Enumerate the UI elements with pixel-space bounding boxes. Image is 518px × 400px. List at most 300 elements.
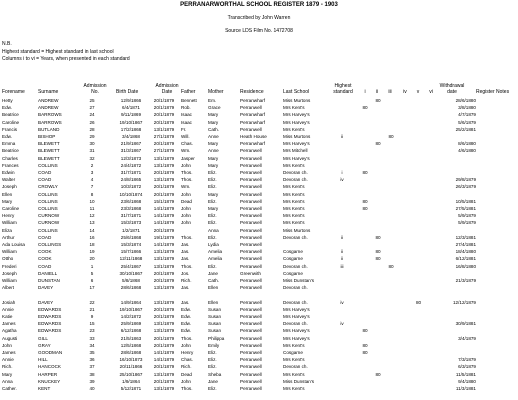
cell-school: Cosgarne xyxy=(283,249,303,255)
col-admission-date-line2: Date xyxy=(161,88,173,95)
cell-father: Rich. xyxy=(181,278,192,283)
cell-hs: iv xyxy=(340,177,344,183)
table-row xyxy=(0,126,518,133)
cell-forename: James xyxy=(2,350,16,355)
cell-birth: 14/9/1864 xyxy=(120,299,142,305)
cell-surname: EDWARDS xyxy=(38,321,62,327)
register-title: PERRANARWORTHAL SCHOOL REGISTER 1879 - 1903 xyxy=(180,2,338,8)
cell-no: 18 xyxy=(89,242,95,247)
col-highest-standard xyxy=(328,84,358,96)
cell-wd: 11/5/1881 xyxy=(455,371,476,377)
cell-res: Perranwell xyxy=(240,335,262,341)
cell-res: Perranwell xyxy=(240,364,262,370)
cell-res: Perranwell xyxy=(240,206,262,211)
cell-res: Perranwell xyxy=(240,299,262,305)
cell-father: Fr. xyxy=(181,126,187,132)
cell-wd: 30/9/1881 xyxy=(455,321,476,327)
cell-father: Wm. xyxy=(181,184,191,190)
cell-birth: 25/9/1869 xyxy=(120,321,142,327)
col-v: v xyxy=(416,89,420,95)
cell-forename: Mary xyxy=(2,371,13,377)
cell-adm: 13/1/1879 xyxy=(153,321,175,327)
cell-father: Chas. xyxy=(181,357,194,363)
table-row xyxy=(0,169,518,176)
cell-birth: 20/11/1866 xyxy=(119,364,143,370)
cell-adm: 13/1/1879 xyxy=(153,162,175,168)
cell-school: Devoran ch. xyxy=(283,364,308,370)
cell-adm: 14/1/1879 xyxy=(153,213,175,219)
table-row xyxy=(0,219,518,226)
cell-school: Mrs Harvey's xyxy=(283,155,310,161)
cell-res: Perranwell xyxy=(240,170,262,175)
col-surname: Surname xyxy=(38,89,59,95)
cell-wd: 8/6/1880 xyxy=(458,141,476,147)
cell-res: Perranwell xyxy=(240,371,262,377)
cell-birth: 1/9/1864 xyxy=(122,378,140,384)
cell-surname: COLLINS xyxy=(38,206,58,211)
cell-school: Devoran ch. xyxy=(283,234,308,240)
cell-school: Miss Murtons xyxy=(283,98,311,103)
cell-mother: Eliz. xyxy=(208,357,217,363)
table-row xyxy=(0,255,518,262)
cell-adm: 20/1/1879 xyxy=(153,278,175,283)
cell-adm: 13/1/1879 xyxy=(153,328,175,334)
cell-father: Will. xyxy=(181,134,190,139)
cell-res: Perranwell xyxy=(240,357,262,363)
cell-surname: EDWARDS xyxy=(38,306,62,312)
table-row xyxy=(0,306,518,313)
cell-mother: Eliz. xyxy=(208,213,217,219)
cell-mother: Jane xyxy=(208,270,218,276)
cell-no: 26 xyxy=(89,119,95,125)
cell-res: Perranwharf xyxy=(240,119,266,125)
col-admission-no-line1: Admission xyxy=(83,83,107,89)
cell-wd: 3/8/1880 xyxy=(458,105,476,111)
cell-school: Mrs Kent's xyxy=(283,206,305,211)
cell-surname: COOK xyxy=(38,249,52,255)
cell-father: Bennett xyxy=(181,98,197,103)
cell-father: Wm. xyxy=(181,148,191,154)
cell-father: John xyxy=(181,162,191,168)
cell-wd: 5/9/1879 xyxy=(458,213,476,219)
cell-birth: 1/2/1871 xyxy=(122,227,140,233)
cell-surname: HANCOCK xyxy=(38,364,61,370)
cell-surname: HARPER xyxy=(38,371,58,377)
cell-res: Perranwell xyxy=(240,220,262,226)
col-highest-line1: Highest xyxy=(334,83,352,89)
col-withdrawal-line1: Withdrawal xyxy=(439,83,465,89)
cell-forename: Edw. xyxy=(2,105,12,111)
cell-school: Mrs Kent's xyxy=(283,162,305,168)
cell-mother: Mary xyxy=(208,162,219,168)
table-row xyxy=(0,356,518,363)
cell-birth: 31/7/1871 xyxy=(120,170,142,175)
cell-i: 80 xyxy=(362,328,368,334)
cell-school: Cosgarne xyxy=(283,270,303,276)
cell-adm: 14/1/1879 xyxy=(153,242,175,247)
cell-hs: iii xyxy=(340,263,344,269)
cell-birth: 15/3/1874 xyxy=(120,242,142,247)
cell-i: 80 xyxy=(362,170,368,175)
cell-hs: iv xyxy=(340,299,344,305)
cell-father: Isaac xyxy=(181,112,192,118)
table-row xyxy=(0,205,518,212)
cell-adm: 20/1/1879 xyxy=(153,335,175,341)
cell-school: Devoran ch. xyxy=(283,299,308,305)
cell-forename: William xyxy=(2,278,17,283)
table-row xyxy=(0,270,518,277)
cell-birth: 10/3/1872 xyxy=(120,184,142,190)
cell-forename: Beatrice xyxy=(2,148,19,154)
cell-res: Perranwell xyxy=(240,242,262,247)
cell-forename: Annie xyxy=(2,306,14,312)
cell-res: Perranwell xyxy=(240,126,262,132)
cell-school: Cosgarne xyxy=(283,350,303,355)
cell-surname: BLEWETT xyxy=(38,155,60,161)
cell-res: Perranwell xyxy=(240,198,262,204)
table-row xyxy=(0,342,518,349)
cell-adm: 20/1/1879 xyxy=(153,119,175,125)
cell-adm: 20/1/1879 xyxy=(153,184,175,190)
cell-no: 5 xyxy=(90,270,94,276)
cell-mother: Sheba xyxy=(208,371,222,377)
cell-school: Mrs Kent's xyxy=(283,191,305,197)
col-mother: Mother xyxy=(208,89,224,95)
cell-wd: 11/3/1881 xyxy=(455,386,476,391)
cell-no: 36 xyxy=(89,357,95,363)
cell-birth: 30/10/1867 xyxy=(119,270,143,276)
cell-res: Greenwith xyxy=(240,270,261,276)
cell-wd: 10/5/1881 xyxy=(455,198,476,204)
cell-surname: BISHOP xyxy=(38,134,56,139)
cell-no: 29 xyxy=(89,134,95,139)
cell-mother: Mary xyxy=(208,206,219,211)
table-row xyxy=(0,191,518,198)
cell-birth: 24/4/1872 xyxy=(120,162,142,168)
cell-school: Miss Dunstan's xyxy=(283,378,315,384)
cell-res: Heath House xyxy=(240,134,267,139)
cell-no: 40 xyxy=(89,386,95,391)
cell-res: Perranwell xyxy=(240,321,262,327)
cell-res: Perranwell xyxy=(240,256,262,262)
cell-no: 32 xyxy=(89,155,95,161)
cell-father: Jasper xyxy=(181,155,195,161)
cell-school: Mrs Kent's xyxy=(283,386,305,391)
table-row xyxy=(0,183,518,190)
cell-res: Perranwharf xyxy=(240,141,266,147)
notes-line-2: Columns i to vi = Years, when presented in each standard xyxy=(2,56,130,62)
col-birth-date: Birth Date xyxy=(116,89,139,95)
cell-surname: EDWARDS xyxy=(38,314,62,319)
cell-adm: 13/1/1879 xyxy=(153,177,175,183)
cell-res: Perranwell xyxy=(240,328,262,334)
cell-father: Rich. xyxy=(181,364,192,370)
cell-adm: 27/1/1879 xyxy=(153,148,175,154)
table-row xyxy=(0,198,518,205)
cell-forename: Francis xyxy=(2,126,18,132)
cell-birth: 25/4/1867 xyxy=(120,263,142,269)
cell-birth: 9/11/1869 xyxy=(120,112,142,118)
cell-school: Cosgarne xyxy=(283,256,303,262)
cell-birth: 28/6/1868 xyxy=(120,285,142,291)
cell-adm: 20/1/1879 xyxy=(153,112,175,118)
cell-mother: Eliz. xyxy=(208,177,217,183)
cell-surname: COAD xyxy=(38,177,52,183)
col-forename: Forename xyxy=(2,89,25,95)
cell-forename: Cather. xyxy=(2,386,17,391)
cell-birth: 21/5/1863 xyxy=(120,335,142,341)
cell-res: Perranwell xyxy=(240,227,262,233)
cell-adm: 13/1/1879 xyxy=(153,249,175,255)
cell-school: Mrs Kent's xyxy=(283,105,305,111)
cell-birth: 23/6/1868 xyxy=(120,198,142,204)
cell-mother: Susan xyxy=(208,321,222,327)
cell-wd: 16/8/1880 xyxy=(455,263,476,269)
cell-res: Perranwell xyxy=(240,105,262,111)
cell-no: 23 xyxy=(89,328,95,334)
cell-school: Devoran ch. xyxy=(283,321,308,327)
cell-adm: 13/1/1879 xyxy=(153,263,175,269)
cell-surname: BUTLAND xyxy=(38,126,60,132)
cell-no: 4 xyxy=(90,177,94,183)
table-row xyxy=(0,155,518,162)
cell-wd: 5/6/1879 xyxy=(458,119,476,125)
cell-hs: ii xyxy=(340,249,344,255)
cell-forename: Eliza xyxy=(2,227,12,233)
table-row xyxy=(0,378,518,385)
cell-mother: Susan xyxy=(208,306,222,312)
cell-mother: Cath. xyxy=(208,278,219,283)
cell-adm: 20/1/1879 xyxy=(153,105,175,111)
cell-surname: BARROWS xyxy=(38,112,62,118)
cell-no: 28 xyxy=(89,126,95,132)
cell-iii: 80 xyxy=(388,134,394,139)
cell-forename: Caroline xyxy=(2,119,20,125)
cell-adm: 15/1/1879 xyxy=(153,198,175,204)
table-row xyxy=(0,385,518,392)
cell-father: Edw. xyxy=(181,328,191,334)
cell-no: 10 xyxy=(89,198,95,204)
cell-adm: 27/1/1879 xyxy=(153,134,175,139)
table-row xyxy=(0,111,518,118)
col-ii: ii xyxy=(375,89,379,95)
cell-adm: 13/1/1879 xyxy=(153,371,175,377)
cell-mother: Mary xyxy=(208,141,219,147)
col-register-notes: Register Notes xyxy=(476,89,510,95)
cell-res: Perranwell xyxy=(240,378,262,384)
cell-forename: William xyxy=(2,220,17,226)
cell-forename: Arthur xyxy=(2,234,15,240)
cell-adm: 13/1/1879 xyxy=(153,285,175,291)
cell-school: Miss Murtons xyxy=(283,134,311,139)
cell-mother: Jane xyxy=(208,378,218,384)
cell-father: John xyxy=(181,220,191,226)
cell-birth: 17/2/1868 xyxy=(120,126,142,132)
cell-father: Jas. xyxy=(181,299,190,305)
cell-father: Thos. xyxy=(181,170,193,175)
cell-surname: BLEWETT xyxy=(38,148,60,154)
cell-no: 37 xyxy=(89,364,95,370)
cell-forename: Josiah xyxy=(2,299,16,305)
cell-birth: 5/8/1868 xyxy=(122,278,140,283)
cell-birth: 14/2/1872 xyxy=(120,314,142,319)
cell-mother: Eliz. xyxy=(208,170,217,175)
cell-res: Perranwell xyxy=(240,213,262,219)
table-row xyxy=(0,104,518,111)
notes-line-1: Highest standard = Highest standard in last school xyxy=(2,48,114,55)
cell-ii: 80 xyxy=(375,98,381,103)
cell-forename: Hetty xyxy=(2,98,13,103)
table-row xyxy=(0,119,518,126)
cell-res: Perranwharf xyxy=(240,112,266,118)
cell-birth: 16/10/1873 xyxy=(119,357,143,363)
cell-no: 15 xyxy=(89,321,95,327)
cell-adm: 13/1/1879 xyxy=(153,126,175,132)
cell-adm: 20/1/1879 xyxy=(153,191,175,197)
cell-res: Perranwell xyxy=(240,234,262,240)
cell-mother: Amelia xyxy=(208,249,223,255)
cell-birth: 15/3/1873 xyxy=(120,220,142,226)
cell-adm: 20/1/1879 xyxy=(153,270,175,276)
cell-father: Thos. xyxy=(181,335,193,341)
cell-mother: Eliz. xyxy=(208,263,217,269)
cell-adm: 20/1/1879 xyxy=(153,306,175,312)
cell-no: 16 xyxy=(89,234,95,240)
table-row xyxy=(0,97,518,104)
cell-birth: 12/3/1873 xyxy=(120,155,142,161)
cell-father: Dead xyxy=(181,198,192,204)
cell-surname: GRAY xyxy=(38,342,51,348)
cell-mother: Susan xyxy=(208,314,222,319)
cell-father: Jas. xyxy=(181,249,190,255)
cell-adm: 20/1/1879 xyxy=(153,141,175,147)
cell-birth: 28/6/1868 xyxy=(120,350,142,355)
cell-school: Mrs Harvey's xyxy=(283,141,310,147)
cell-surname: COAD xyxy=(38,234,52,240)
cell-mother: Eliz. xyxy=(208,234,217,240)
cell-school: Mrs Kent's xyxy=(283,198,305,204)
cell-father: Thos. xyxy=(181,177,193,183)
cell-school: Mrs Kent's xyxy=(283,357,305,363)
cell-res: Perranwell xyxy=(240,148,262,154)
cell-school: Mrs Harvey's xyxy=(283,112,310,118)
cell-mother: Ellen xyxy=(208,285,219,291)
table-row xyxy=(0,349,518,356)
cell-adm: 13/1/1879 xyxy=(153,155,175,161)
cell-school: Mrs Kent's xyxy=(283,184,305,190)
cell-father: Jas. xyxy=(181,256,190,262)
cell-wd: 27/5/1881 xyxy=(455,206,476,211)
cell-surname: HILL xyxy=(38,357,48,363)
cell-ii: 80 xyxy=(375,256,381,262)
cell-mother: Anna xyxy=(208,227,219,233)
table-row xyxy=(0,241,518,248)
transcriber-line: Transcribed by John Warren xyxy=(227,15,291,21)
cell-forename: Frances xyxy=(2,162,19,168)
cell-surname: CURNOW xyxy=(38,213,60,219)
cell-no: 21 xyxy=(89,306,95,312)
cell-surname: COAD xyxy=(38,170,52,175)
cell-father: Edw. xyxy=(181,306,191,312)
cell-birth: 24/8/1865 xyxy=(120,177,142,183)
cell-mother: Mary xyxy=(208,112,219,118)
cell-forename: Walter xyxy=(2,177,16,183)
col-iii: iii xyxy=(388,89,392,95)
cell-mother: Lydia xyxy=(208,242,219,247)
cell-forename: Augusti xyxy=(2,335,18,341)
cell-birth: 10/10/1874 xyxy=(119,191,143,197)
cell-surname: KNUCKEY xyxy=(38,378,61,384)
cell-forename: Katie xyxy=(2,314,13,319)
col-admission-date-line1: Admission xyxy=(155,83,179,89)
cell-mother: Eliz. xyxy=(208,220,217,226)
cell-birth: 6/12/1868 xyxy=(120,328,142,334)
col-withdrawal-date xyxy=(432,84,472,96)
cell-wd: 7/3/1879 xyxy=(458,357,476,363)
cell-adm: 13/1/1879 xyxy=(153,299,175,305)
cell-surname: EDWARDS xyxy=(38,328,62,334)
cell-res: Perranwell xyxy=(240,177,262,183)
cell-surname: COAD xyxy=(38,263,52,269)
cell-no: 24 xyxy=(89,112,95,118)
cell-res: Perranwell xyxy=(240,314,262,319)
cell-no: 3 xyxy=(90,170,94,175)
table-row xyxy=(0,162,518,169)
col-residence: Residence xyxy=(240,89,264,95)
cell-wd: 3/4/1879 xyxy=(458,335,476,341)
cell-wd: 6/12/1881 xyxy=(455,256,476,262)
cell-mother: Cath. xyxy=(208,126,219,132)
cell-surname: BLEWETT xyxy=(38,141,60,147)
cell-surname: COLLINS xyxy=(38,198,58,204)
cell-birth: 19/10/1867 xyxy=(119,119,143,125)
cell-no: 9 xyxy=(90,314,94,319)
cell-surname: ANDREW xyxy=(38,98,59,103)
cell-mother: Emily xyxy=(208,342,220,348)
cell-father: Thos. xyxy=(181,386,193,391)
cell-school: Mrs Harvey's xyxy=(283,335,310,341)
cell-surname: COLLINGS xyxy=(38,242,62,247)
col-last-school: Last School xyxy=(283,89,310,95)
cell-res: Perranwell xyxy=(240,155,262,161)
cell-no: 33 xyxy=(89,335,95,341)
col-iv: iv xyxy=(403,89,407,95)
cell-father: John xyxy=(181,191,191,197)
cell-adm: 13/1/1879 xyxy=(153,256,175,262)
cell-i: 80 xyxy=(362,206,368,211)
cell-res: Perranwharf xyxy=(240,98,266,103)
cell-school: Miss Murtons xyxy=(283,227,311,233)
cell-no: 31 xyxy=(89,148,95,154)
cell-mother: Eliz. xyxy=(208,364,217,370)
cell-surname: ANDREW xyxy=(38,105,59,111)
cell-res: Perranwell xyxy=(240,249,262,255)
cell-mother: Ellen xyxy=(208,299,219,305)
cell-school: Devoran ch. xyxy=(283,285,308,291)
cell-mother: Anne xyxy=(208,148,219,154)
cell-wd: 12/12/1879 xyxy=(453,299,476,305)
cell-surname: KENT xyxy=(38,386,51,391)
cell-no: 30 xyxy=(89,141,95,147)
cell-ii: 80 xyxy=(375,249,381,255)
cell-wd: 28/6/1880 xyxy=(455,98,476,103)
cell-forename: James xyxy=(2,321,16,327)
table-row xyxy=(0,234,518,241)
cell-birth: 5/12/1871 xyxy=(120,386,142,391)
cell-wd: 12/3/1881 xyxy=(455,234,476,240)
cell-mother: Eliz. xyxy=(208,386,217,391)
cell-adm: 20/1/1879 xyxy=(153,342,175,348)
